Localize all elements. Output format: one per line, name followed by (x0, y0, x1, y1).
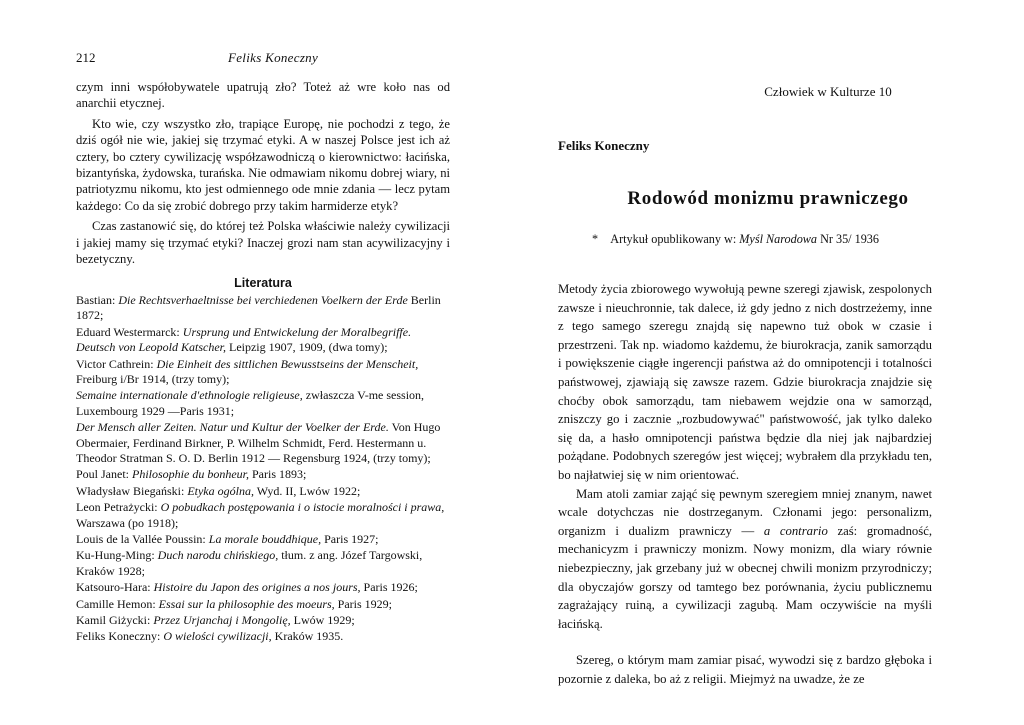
reference-details: Lwów 1929; (290, 613, 355, 627)
footnote (592, 232, 992, 247)
paragraph: Szereg, o którym mam zamiar pisać, wywodzi się z bardzo głęboka i pozornie z daleka, bo aż z religii. Miejmyż na uwadze, że ze (558, 653, 932, 686)
reference-author: Poul Janet: (76, 467, 132, 482)
reference-item (76, 388, 450, 419)
literature-heading: Literatura (234, 276, 292, 291)
page-number: 212 (76, 50, 96, 65)
reference-title: Etyka ogólna, (187, 483, 254, 498)
reference-title: Ursprung und Entwickelung der Moralbegriffe. Deutsch von Leopold Katscher, (76, 324, 412, 355)
reference-author: Louis de la Vallée Poussin: (76, 531, 209, 546)
paragraph: Metody życia zbiorowego wywołują pewne szeregi zjawisk, zespolonych zawsze i nieuchronnie, tak dalece, iż gdy jedno z nich dostrzeżemy, inne z tego samego szeregu znajdą się napewno tuż obok w czasie i przestrzeni. Tak np. wiadomo każdemu, że biurokracja, zanik samorządu i powiększenie ciągłe ingerencji państwa aż do omnipotencji i totalności państwowej, zjawiają się zawsze razem. Gdzie biurokracja znajdzie się choćby obok samorządu, tam niebawem wejdzie ona w samorząd, zniszczy go i zacznie „rozbudowywać" państwowość, jak tylko daleko się da, a hasło omnipotencji państwa będzie dla niej jak najbardziej pożądane. Podobnych szeregów jest więcej; wybrałem dla przykładu ten, bo najłatwiej się w nim orientować. (558, 282, 932, 482)
paragraph: Kto wie, czy wszystko zło, trapiące Europę, nie pochodzi z tego, że dziś ogół nie wie, jakiej się trzymać etyki. A w naszej Polsce jest ich aż cztery, bo cztery cywilizację współzawodniczą o kierownictwo: łacińska, bizantyńska, żydowska, turańska. Nie odmawiam nikomu dobrej wiary, ni patriotyzmu nikomu, kto jest odmiennego ode mnie zdania — lecz pytam każdego: Co da się zrobić dobrego przy takim harmiderze etyk? (76, 116, 450, 213)
reference-item (76, 500, 450, 531)
reference-item (76, 420, 450, 466)
reference-author: Władysław Biegański: (76, 483, 188, 498)
reference-details: Paris 1929; (334, 596, 393, 611)
footnote-journal: Myśl Narodowa (739, 232, 818, 246)
reference-title: La morale bouddhique, (208, 531, 322, 546)
reference-item (76, 532, 450, 547)
paragraph: Czas zastanowić się, do której też Polska właściwie należy cywilizacji i jakiej mamy się trzymać etyki? Inaczej grozi nam stan acywilizacyjny i bezetyczny. (76, 219, 450, 267)
reference-details: Berlin 1872; (76, 292, 441, 323)
paragraph-text: Mam atoli zamiar zająć się pewnym szeregiem mniej znanym, nawet wcale dotychczas nie dostrzeganym. Członami jego: personalizm, organizm i dualizm prawniczy — (558, 486, 932, 538)
article-title: Rodowód monizmu prawniczego (627, 188, 909, 209)
reference-title: Essai sur la philosophie des moeurs, (158, 596, 335, 611)
reference-item (76, 293, 450, 324)
article-body (558, 280, 932, 688)
reference-details: Kraków 1935. (271, 629, 344, 644)
reference-author: Bastian: (76, 292, 119, 307)
reference-author: Eduard Westermarck: (76, 324, 183, 339)
reference-title: O pobudkach postępowania i o istocie moralności i prawa, (160, 500, 445, 515)
right-page (512, 0, 1024, 725)
reference-author: Ku-Hung-Ming: (76, 548, 158, 563)
reference-details: tłum. z ang. Józef Targowski, Kraków 1928; (76, 548, 423, 578)
reference-item (76, 580, 450, 595)
paragraph (558, 485, 932, 634)
reference-item (76, 357, 450, 388)
footnote-mark: * (592, 232, 599, 246)
reference-item (76, 484, 450, 499)
paragraph: czym inni współobywatele upatrują zło? Toteż aż wre koło nas od anarchii etycznej. (76, 80, 450, 111)
left-page-header (76, 50, 456, 70)
article-author: Feliks Koneczny (558, 138, 650, 153)
reference-item (76, 548, 450, 579)
reference-details: Paris 1926; (360, 580, 418, 595)
reference-author: Victor Cathrein: (76, 356, 157, 371)
reference-title: Die Einheit des sittlichen Bewusstseins der Menscheit, (156, 356, 419, 371)
reference-details: Paris 1927; (321, 531, 379, 546)
left-page-body (76, 79, 450, 645)
reference-item (76, 613, 450, 628)
reference-title: Die Rechtsverhaeltnisse bei verchiedenen Voelkern der Erde (118, 292, 408, 307)
footnote-issue: Nr 35/ 1936 (817, 232, 879, 246)
reference-title: O wielości cywilizacji, (163, 629, 272, 644)
reference-title: Duch narodu chińskiego, (157, 548, 279, 563)
reference-item (76, 597, 450, 612)
reference-title: Philosophie du bonheur, (132, 467, 249, 482)
reference-author: Feliks Koneczny: (76, 629, 164, 644)
reference-title: Histoire du Japon des origines a nos jours, (153, 580, 361, 595)
reference-list (76, 293, 450, 645)
paragraph-text: zaś: gromadność, mechanicyzm i prawniczy monizm. Nowy monizm, dla wiary równie niebezpieczny, jak grzebany już w obecnej chwili monizm przyrodniczy; dla obyczajów gorszy od tamtego bez porównania, życiu publicznemu zagrażający ruiną, a cywilizacji zagubą. Mam oczywiście na myśli łacińską. (558, 523, 933, 631)
reference-details: Paris 1893; (249, 467, 307, 482)
reference-item (76, 629, 450, 644)
reference-title: Przez Urjanchaj i Mongolię, (153, 613, 291, 627)
footnote-text: Artykuł opublikowany w: (610, 232, 740, 246)
reference-item (76, 325, 450, 356)
reference-author: Camille Hemon: (76, 596, 159, 611)
reference-title: Semaine internationale d'ethnologie religieuse, (76, 388, 303, 403)
reference-title: Der Mensch aller Zeiten. Natur und Kultur der Voelker der Erde. (76, 420, 389, 435)
reference-details: Von Hugo Obermaier, Ferdinand Birkner, P. Wilhelm Schmidt, Ferd. Hestermann u. Theodor Stratman S. O. D. Berlin 1912 — Regensburg 1924, (trzy tomy); (76, 420, 441, 465)
reference-details: Leipzig 1907, 1909, (dwa tomy); (225, 340, 388, 355)
series-title: Człowiek w Kulturze 10 (764, 84, 892, 99)
reference-author: Leon Petrażycki: (76, 500, 161, 515)
running-head: Feliks Koneczny (228, 50, 319, 65)
reference-details: Wyd. II, Lwów 1922; (253, 483, 361, 498)
reference-details: Warszawa (po 1918); (76, 515, 179, 530)
reference-author: Katsouro-Hara: (76, 580, 154, 595)
reference-details: zwłaszcza V-me session, Luxembourg 1929 —Paris 1931; (76, 388, 425, 418)
reference-author: Kamil Giżycki: (76, 613, 154, 627)
reference-details: Freiburg i/Br 1914, (trzy tomy); (76, 371, 230, 386)
paragraph-italic: a contrario (763, 523, 828, 538)
reference-item (76, 467, 450, 482)
